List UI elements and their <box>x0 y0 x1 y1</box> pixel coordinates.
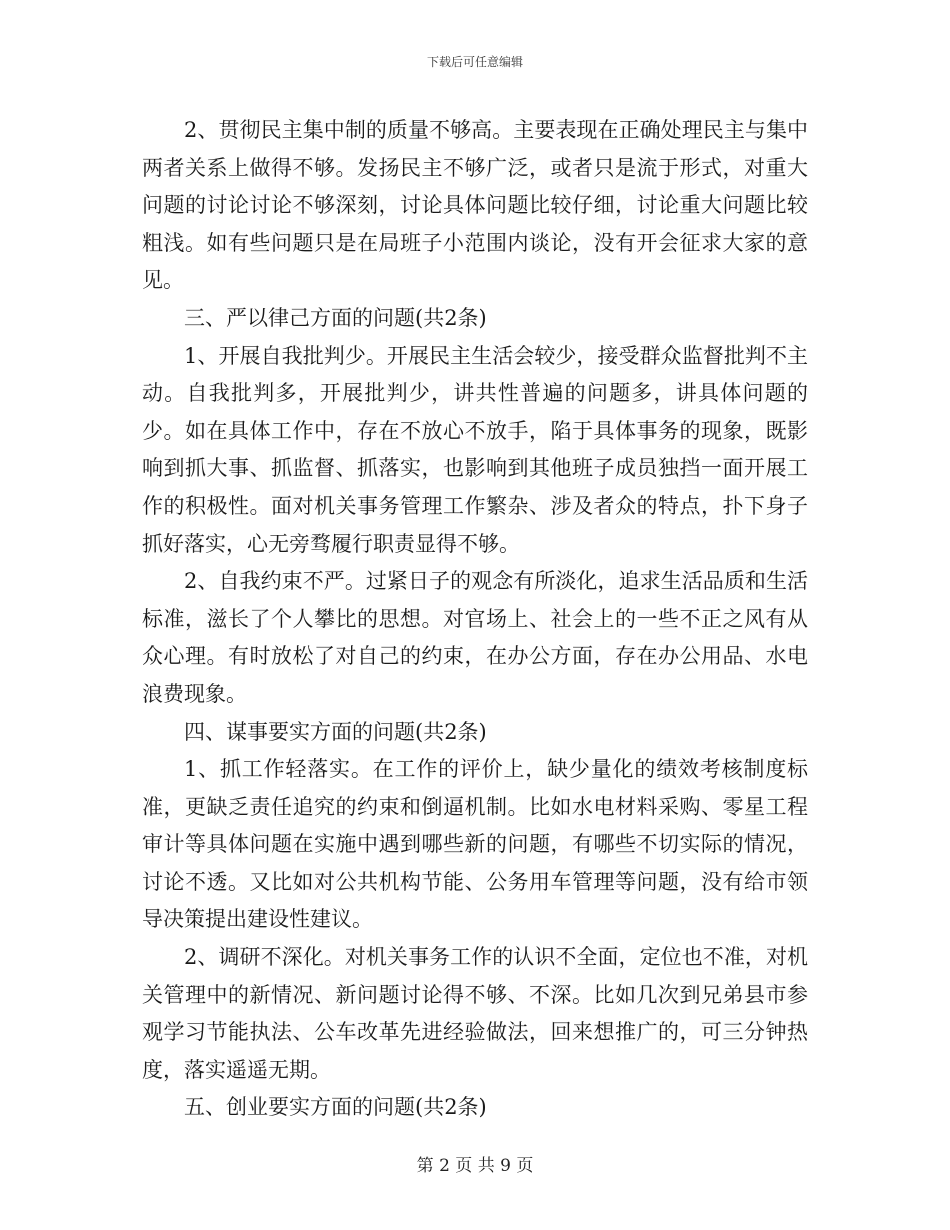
section-heading-enterprise: 五、创业要实方面的问题(共2条) <box>184 1095 487 1120</box>
paragraph-self-restraint: 2、自我约束不严。过紧日子的观念有所淡化，追求生活品质和生活标准，滋长了个人攀比的思想。对官场上、社会上的一些不正之风有从众心理。有时放松了对自己的约束，在办公方面，存在办公用品、水电浪费现象。 <box>142 569 808 706</box>
paragraph-democratic-centralism: 2、贯彻民主集中制的质量不够高。主要表现在正确处理民主与集中两者关系上做得不够。发扬民主不够广泛，或者只是流于形式，对重大问题的讨论讨论不够深刻，讨论具体问题比较仔细，讨论重大问题比较粗浅。如有些问题只是在局班子小范围内谈论，没有开会征求大家的意见。 <box>142 118 808 293</box>
paragraph-self-criticism: 1、开展自我批判少。开展民主生活会较少，接受群众监督批判不主动。自我批判多，开展批判少，讲共性普遍的问题多，讲具体问题的少。如在具体工作中，存在不放心不放手，陷于具体事务的现象，既影响到抓大事、抓监督、抓落实，也影响到其他班子成员独挡一面开展工作的积极性。面对机关事务管理工作繁杂、涉及者众的特点，扑下身子抓好落实，心无旁骛履行职责显得不够。 <box>142 343 808 556</box>
document-body <box>142 112 808 1127</box>
page-number-footer: 第 2 页 共 9 页 <box>416 1156 534 1176</box>
paragraph-implementation: 1、抓工作轻落实。在工作的评价上，缺少量化的绩效考核制度标准，更缺乏责任追究的约束和倒逼机制。比如水电材料采购、零星工程审计等具体问题在实施中遇到哪些新的问题，有哪些不切实际的情况，讨论不透。又比如对公共机构节能、公务用车管理等问题，没有给市领导决策提出建设性建议。 <box>142 757 808 932</box>
section-heading-planning: 四、谋事要实方面的问题(共2条) <box>184 719 487 744</box>
page-header: 下载后可任意编辑 <box>426 55 523 69</box>
section-heading-self-discipline: 三、严以律己方面的问题(共2条) <box>184 305 487 330</box>
paragraph-research: 2、调研不深化。对机关事务工作的认识不全面，定位也不准，对机关管理中的新情况、新问题讨论得不够、不深。比如几次到兄弟县市参观学习节能执法、公车改革先进经验做法，回来想推广的，可三分钟热度，落实遥遥无期。 <box>142 945 808 1082</box>
